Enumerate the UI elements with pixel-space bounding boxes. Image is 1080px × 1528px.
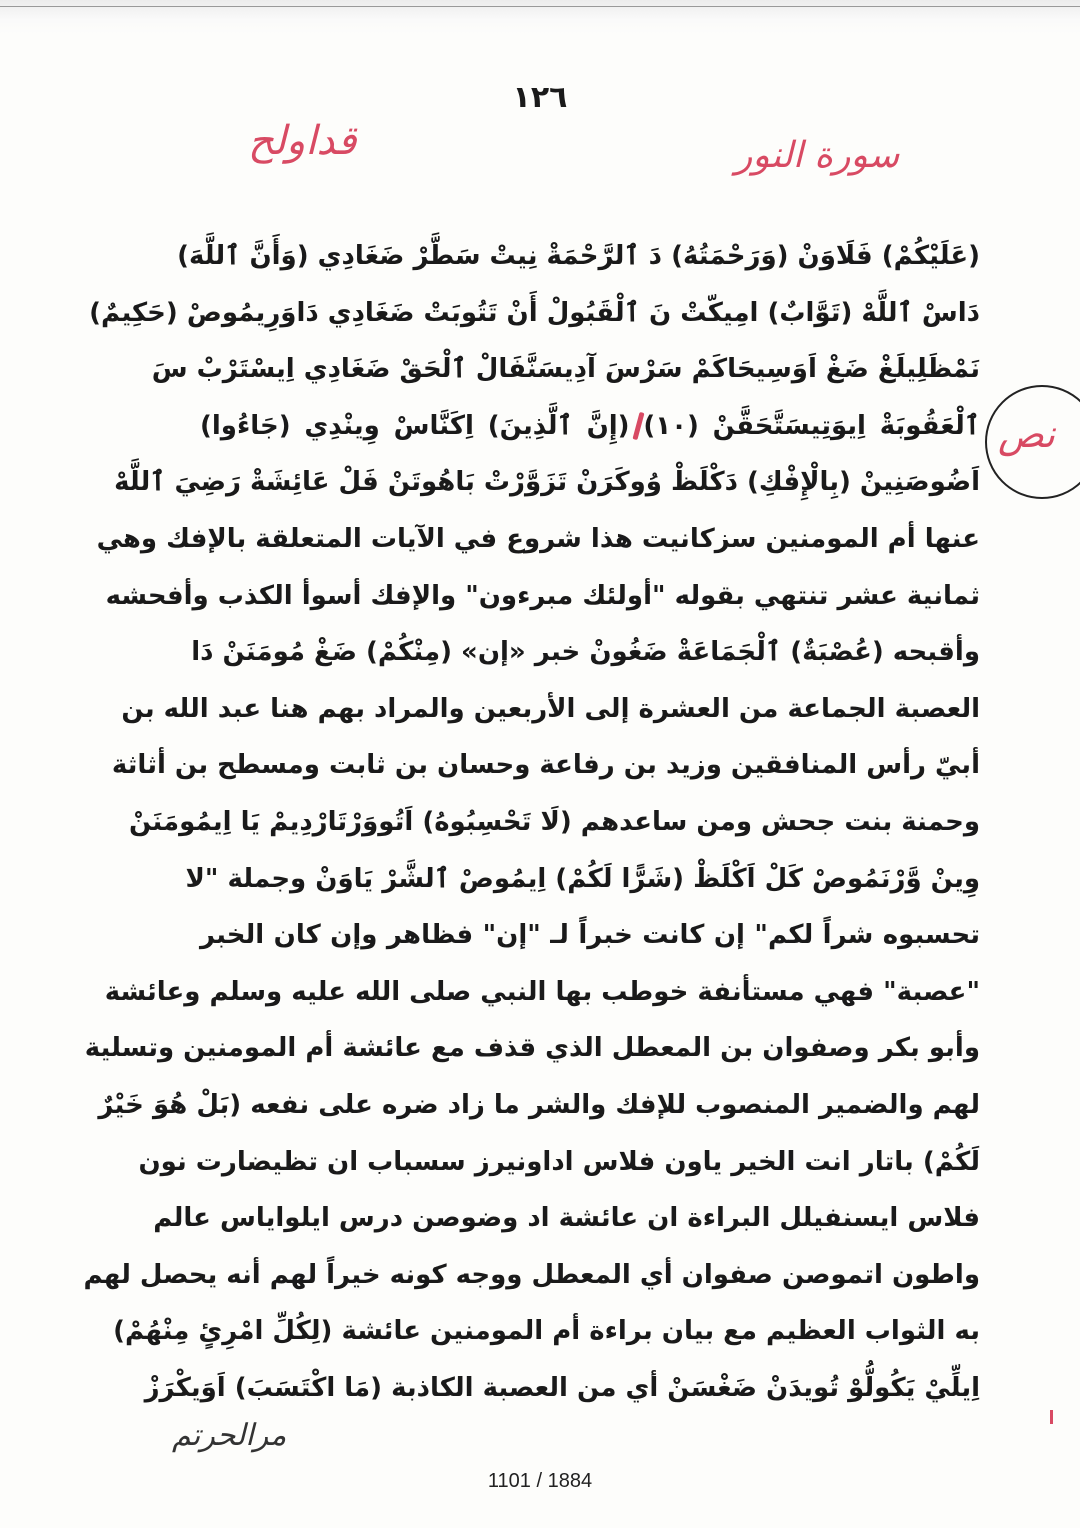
body-text-line: أبيّ رأس المنافقين وزيد بن رفاعة وحسان بن ثابت ومسطح بن أثاثة — [111, 750, 980, 781]
handwritten-surah-title: سورة النور — [735, 135, 900, 176]
body-text-line: وحمنة بنت جحش ومن ساعدهم (لَا تَحْسِبُوهُ) اَتُووَرْتَارْدِيمْ يَا اِيمُومَنَنْ — [129, 806, 980, 837]
body-text-line: اِيلِّيْ يَكُولُّوْ تُويدَنْ ضَغْسَنْ أي من العصبة الكاذبة (مَا اكْتَسَبَ) اَوَيكْرَزْ — [144, 1372, 980, 1403]
body-text-line: وِينْ وَّرْنَمُوصْ كَلْ اَكْلَظْ (شَرًّا لَكُمْ) اِيمُوصْ ٱلشَّرْ يَاوَنْ وجملة "لا — [185, 863, 980, 894]
body-text-line: واطون اتموصن صفوان أي المعطل ووجه كونه خيراً لهم أنه يحصل لهم — [83, 1259, 980, 1290]
body-text-line: نَمْظَلِيلَغْ ضَغْ اَوَسِيحَاكَمْ سَرْسَ آدِيسَنَّفَالْ ٱلْحَقْ ضَغَادِي اِيسْتَرْبْ سَ — [151, 354, 980, 385]
body-text-line: وأبو بكر وصفوان بن المعطل الذي قذف مع عائشة أم المومنين وتسلية — [84, 1033, 980, 1064]
body-text-line: به الثواب العظيم مع بيان براءة أم المومنين عائشة (لِكُلِّ امْرِئٍ مِنْهُمْ) — [113, 1316, 980, 1347]
handwritten-note-top-left: قداولح — [248, 118, 357, 164]
body-text — [83, 228, 980, 1416]
handwritten-margin-note: نص — [998, 412, 1056, 456]
body-text-line: (عَلَيْكُمْ) فَلَاوَنْ (وَرَحْمَتُهُ) دَ ٱلرَّحْمَةْ نِيتْ سَطَّرْ ضَغَادِي (وَأَنَّ ٱللَّهَ) — [177, 241, 980, 271]
page-number: ١٢٦ — [512, 80, 568, 115]
red-pen-tick — [1050, 1410, 1053, 1424]
handwritten-signature: مرالحرتم — [172, 1418, 287, 1453]
body-text-line: "عصبة" فهي مستأنفة خوطب بها النبي صلى الله عليه وسلم وعائشة — [104, 976, 980, 1007]
body-text-line: لَكُمْ) باتار انت الخير ياون فلاس اداونيرز سسباب ان تظيضارت نون — [138, 1146, 980, 1177]
scan-border-line — [0, 6, 1080, 7]
page-counter: 1101 / 1884 — [487, 1470, 593, 1492]
body-text-line: لهم والضمير المنصوب للإفك والشر ما زاد ضره على نفعه (بَلْ هُوَ خَيْرٌ — [98, 1089, 980, 1120]
body-text-line: ٱلْعَقُوبَةْ اِيوَتِيسَتَّحَقَّنْ (١٠) (إِنَّ ٱلَّذِينَ) اِكَنَّاسْ وِينْدِي (جَاءُوا) — [200, 410, 980, 441]
body-text-line: اَضُوصَنِينْ (بِالْإِفْكِ) دَكْلَظْ وُوكَرَنْ تَزَوَّرْتْ بَاهُوتَنْ فَلْ عَائِشَةْ رَضِيَ ٱللَّهْ — [114, 467, 980, 498]
body-text-line: عنها أم المومنين سزكانيت هذا شروع في الآيات المتعلقة بالإفك وهي — [96, 523, 980, 554]
body-text-line: فلاس ايسنفيلل البراءة ان عائشة اد وضوصن درس ايلواياس عالم — [153, 1203, 980, 1234]
body-text-line: ثمانية عشر تنتهي بقوله "أولئك مبرءون" والإفك أسوأ الكذب وأفحشه — [105, 580, 980, 611]
body-text-line: تحسبوه شراً لكم" إن كانت خبراً لـ "إن" فظاهر وإن كان الخبر — [200, 920, 980, 951]
body-text-line: دَاسْ ٱللَّهْ (تَوَّابٌ) امِيكّتْ نَ ٱلْقَبُولْ أَنْ تَتُوبَتْ ضَغَادِي دَاوَرِيمُوصْ (حَكِيمٌ) — [89, 297, 980, 328]
body-text-line: وأقبحه (عُصْبَةٌ) ٱلْجَمَاعَةْ ضَغُونْ خبر «إن» (مِنْكُمْ) ضَغْ مُومَنَنْ دَا — [191, 637, 980, 668]
body-text-line: العصبة الجماعة من العشرة إلى الأربعين والمراد بهم هنا عبد الله بن — [121, 693, 980, 724]
